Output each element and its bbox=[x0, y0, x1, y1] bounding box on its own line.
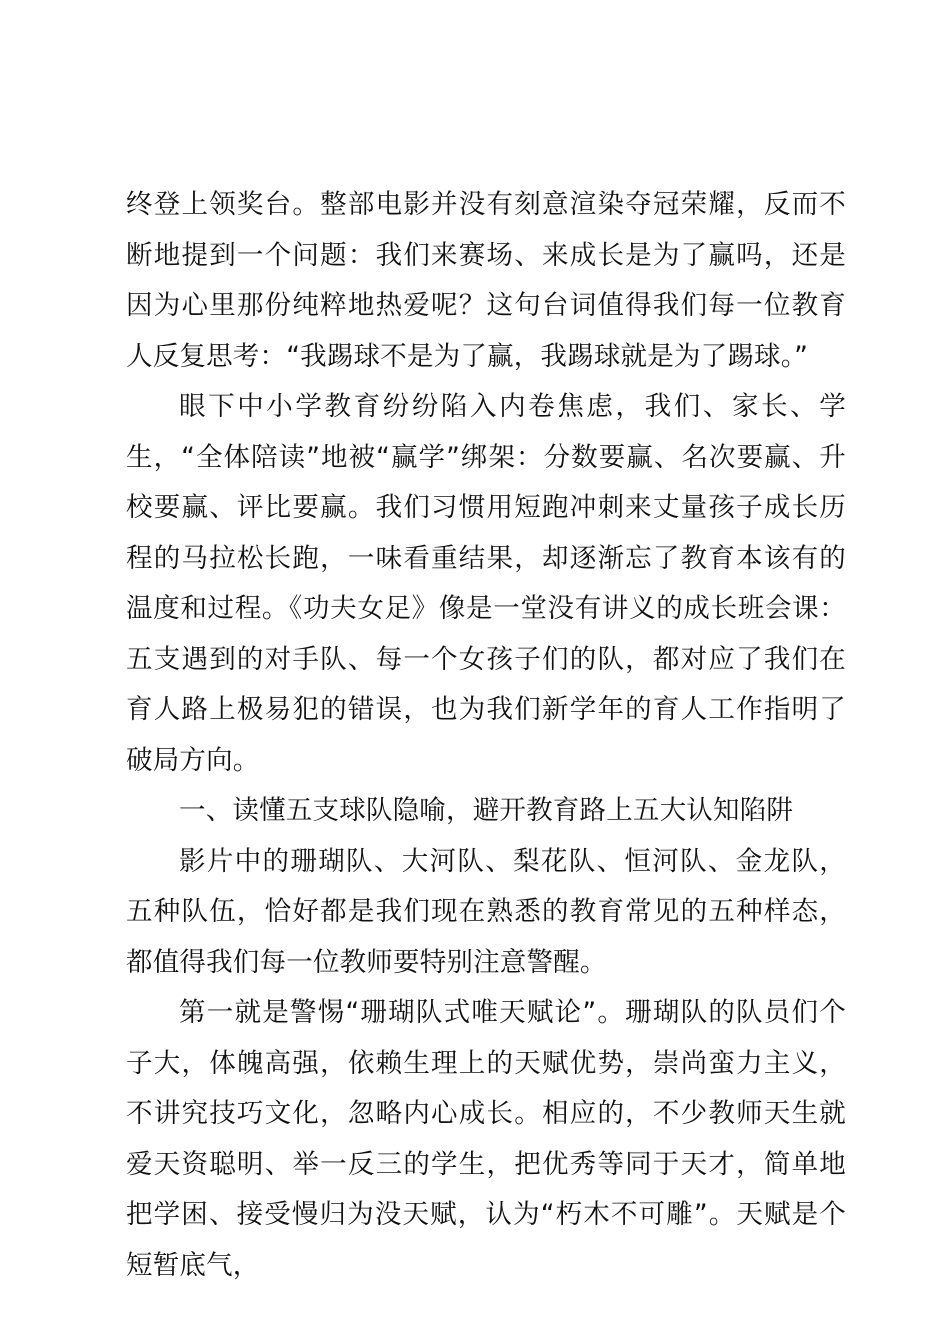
paragraph-3: 影片中的珊瑚队、大河队、梨花队、恒河队、金龙队，五种队伍，恰好都是我们现在熟悉的教育常见的五种样态，都值得我们每一位教师要特别注意警醒。 bbox=[126, 845, 846, 978]
paragraph-2: 眼下中小学教育纷纷陷入内卷焦虑，我们、家长、学生，“全体陪读”地被“赢学”绑架：分数要赢、名次要赢、升校要赢、评比要赢。我们习惯用短跑冲刺来丈量孩子成长历程的马拉松长跑，一味看重结果，却逐渐忘了教育本该有的温度和过程。《功夫女足》像是一堂没有讲义的成长班会课：五支遇到的对手队、每一个女孩子们的队，都对应了我们在育人路上极易犯的错误，也为我们新学年的育人工作指明了破局方向。 bbox=[126, 391, 846, 776]
document-body bbox=[126, 180, 846, 1291]
paragraph-1: 终登上领奖台。整部电影并没有刻意渲染夺冠荣耀，反而不断地提到一个问题：我们来赛场、来成长是为了赢吗，还是因为心里那份纯粹地热爱呢？这句台词值得我们每一位教育人反复思考：“我踢球不是为了赢，我踢球就是为了踢球。” bbox=[126, 189, 846, 372]
section-heading: 一、读懂五支球队隐喻，避开教育路上五大认知陷阱 bbox=[179, 795, 794, 826]
paragraph-4: 第一就是警惕“珊瑚队式唯天赋论”。珊瑚队的队员们个子大，体魄高强，依赖生理上的天赋优势，崇尚蛮力主义，不讲究技巧文化，忽略内心成长。相应的，不少教师天生就爱天资聪明、举一反三的学生，把优秀等同于天才，简单地把学困、接受慢归为没天赋，认为“朽木不可雕”。天赋是个短暂底气， bbox=[126, 997, 846, 1281]
